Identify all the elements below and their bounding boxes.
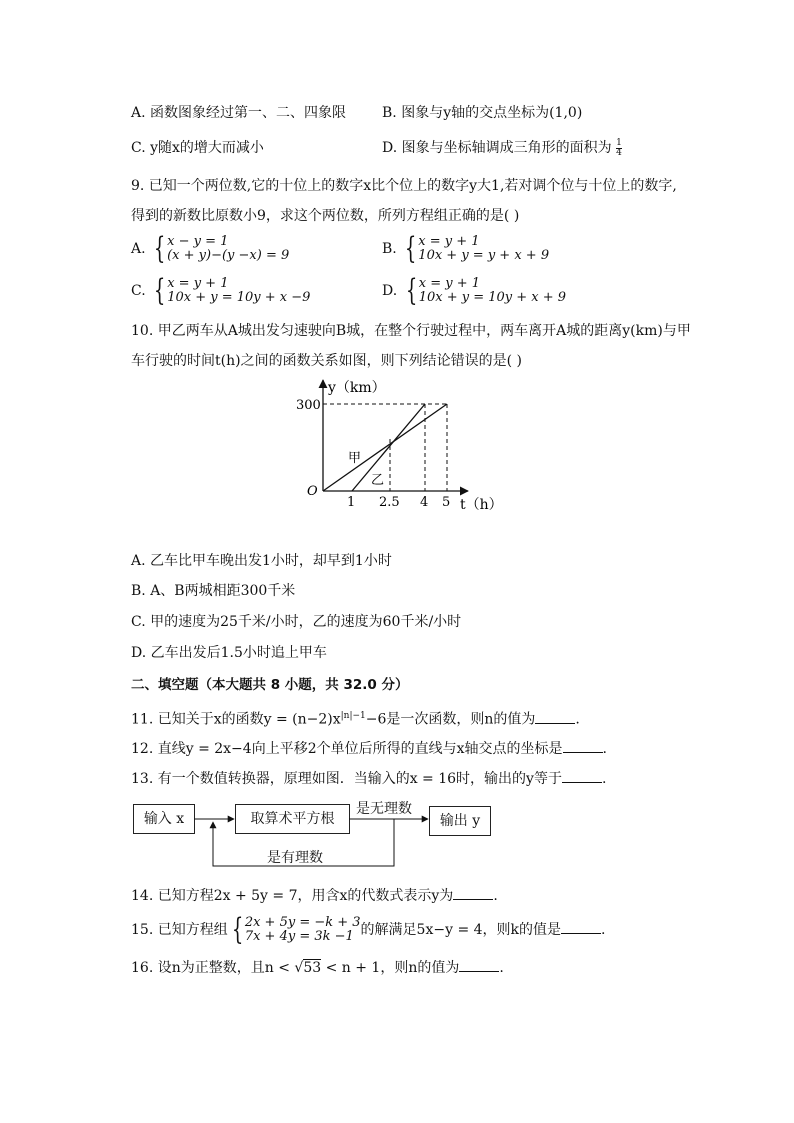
- q15-row1: 2x + 5y = −k + 3: [244, 915, 361, 930]
- q12-answer-blank[interactable]: [563, 738, 603, 753]
- q11-end: .: [575, 711, 580, 728]
- q9-b-row2: 10x + y = y + x + 9: [418, 248, 550, 263]
- line-yi: [352, 404, 425, 491]
- x-axis-label: t（h）: [460, 497, 503, 513]
- yi-label: 乙: [371, 473, 385, 488]
- q9-b-label: B.: [382, 241, 397, 257]
- x-tick-5: 5: [442, 495, 451, 510]
- q8-option-d: [382, 138, 622, 158]
- q10-graph: [290, 376, 510, 516]
- q9-c-row2: 10x + y = 10y + x −9: [167, 290, 311, 305]
- q9-a-label: A.: [131, 241, 146, 257]
- q9-b-row1: x = y + 1: [418, 234, 480, 249]
- brace-icon: {: [153, 231, 166, 266]
- x-tick-4: 4: [420, 495, 429, 510]
- q16: [131, 957, 504, 978]
- sqrt-icon: √: [294, 960, 304, 976]
- y-tick-300: 300: [296, 398, 321, 413]
- q8-option-d-text: D. 图象与坐标轴调成三角形的面积为: [382, 140, 612, 156]
- q15-pre: 15. 已知方程组: [131, 922, 228, 938]
- q9-option-d: [382, 273, 567, 308]
- brace-icon: {: [153, 273, 166, 308]
- q12-end: .: [602, 741, 607, 757]
- q13-end: .: [601, 771, 607, 787]
- q14: [131, 885, 498, 906]
- q15-answer-blank[interactable]: [561, 919, 601, 934]
- q15-row2: 7x + 4y = 3k −1: [244, 929, 354, 944]
- q14-answer-blank[interactable]: [453, 885, 493, 900]
- q11-pre: 11. 已知关于x的函数y = (n−2)x: [131, 711, 341, 728]
- q15: [131, 912, 606, 947]
- q9-line1: 9. 已知一个两位数,它的十位上的数字x比个位上的数字y大1,若对调个位与十位上的数字,: [131, 178, 677, 194]
- q9-d-row1: x = y + 1: [418, 276, 480, 291]
- q10-option-b: B. A、B两城相距300千米: [131, 583, 296, 599]
- q13-answer-blank[interactable]: [562, 768, 602, 783]
- q9-b-system: [418, 235, 549, 263]
- brace-icon: {: [405, 231, 417, 266]
- section-title: 二、填空题（本大题共 8 小题，共 32.0 分）: [131, 677, 409, 693]
- brace-icon: {: [405, 273, 417, 308]
- y-axis-label: y（km）: [328, 380, 386, 396]
- q8-option-c: C. y随x的增大而减小: [131, 140, 264, 156]
- q16-answer-blank[interactable]: [459, 957, 499, 972]
- flow-input-box: 输入 x: [133, 804, 195, 834]
- q8-frac-den: 4: [616, 147, 622, 158]
- q9-a-row2: (x + y)−(y −x) = 9: [167, 248, 290, 263]
- q9-option-b: [382, 231, 550, 266]
- q11: [131, 706, 580, 730]
- flow-irrational-label: 是无理数: [356, 801, 412, 817]
- q16-radicand: 53: [303, 960, 322, 976]
- q9-c-row1: x = y + 1: [167, 276, 229, 291]
- x-tick-1: 1: [347, 495, 356, 510]
- q11-exponent: |n|−1: [340, 711, 366, 721]
- line-jia: [323, 404, 447, 491]
- brace-icon: {: [231, 912, 243, 947]
- q8-option-a: A. 函数图象经过第一、二、四象限: [131, 105, 347, 121]
- q8-option-b: B. 图象与y轴的交点坐标为(1,0): [382, 105, 583, 121]
- q13: [131, 768, 606, 789]
- q9-a-row1: x − y = 1: [167, 234, 229, 249]
- flow-output-box: 输出 y: [429, 806, 491, 836]
- flow-rational-label: 是有理数: [267, 850, 323, 866]
- q10-option-a: A. 乙车比甲车晚出发1小时，却早到1小时: [131, 553, 392, 569]
- jia-label: 甲: [348, 451, 362, 466]
- q12-text: 12. 直线y = 2x−4向上平移2个单位后所得的直线与x轴交点的坐标是: [131, 741, 563, 757]
- x-tick-2.5: 2.5: [379, 495, 400, 510]
- q9-d-row2: 10x + y = 10y + x + 9: [418, 290, 567, 305]
- q9-option-a: [131, 231, 290, 266]
- flow-arrows: [190, 800, 440, 870]
- q12: [131, 738, 607, 759]
- q10-line2: 车行驶的时间t(h)之间的函数关系如图，则下列结论错误的是( ): [131, 353, 522, 369]
- q9-option-c: [131, 273, 311, 308]
- q14-text: 14. 已知方程2x + 5y = 7，用含x的代数式表示y为: [131, 888, 454, 904]
- q16-post: < n + 1，则n的值为: [321, 960, 460, 976]
- q9-d-system: [419, 277, 566, 305]
- q16-pre: 16. 设n为正整数，且n <: [131, 960, 295, 976]
- q10-option-c: C. 甲的速度为25千米/小时，乙的速度为60千米/小时: [131, 614, 462, 630]
- q9-c-system: [167, 277, 310, 305]
- q15-end: .: [601, 922, 606, 938]
- q11-answer-blank[interactable]: [535, 709, 575, 724]
- q11-post: −6是一次函数，则n的值为: [365, 711, 536, 728]
- q9-a-system: [167, 235, 289, 263]
- q9-d-label: D.: [382, 283, 398, 299]
- q16-end: .: [499, 960, 504, 976]
- q8-fraction: [616, 139, 622, 158]
- q9-line2: 得到的新数比原数小9，求这个两位数，所列方程组正确的是( ): [131, 208, 520, 224]
- arrow-feedback: [213, 819, 394, 866]
- q13-text: 13. 有一个数值转换器，原理如图．当输入的x = 16时，输出的y等于: [131, 771, 562, 787]
- origin-label: O: [307, 484, 318, 499]
- q8-frac-num: 1: [616, 137, 622, 148]
- flow-process-box: 取算术平方根: [235, 804, 350, 834]
- q10-line1: 10. 甲乙两车从A城出发匀速驶向B城，在整个行驶过程中，两车离开A城的距离y(km)与甲: [131, 323, 691, 339]
- q9-c-label: C.: [131, 283, 146, 299]
- q10-option-d: D. 乙车出发后1.5小时追上甲车: [131, 645, 327, 661]
- q14-end: .: [493, 888, 498, 904]
- q15-system: [245, 916, 361, 944]
- q15-post: 的解满足5x−y = 4，则k的值是: [360, 922, 562, 938]
